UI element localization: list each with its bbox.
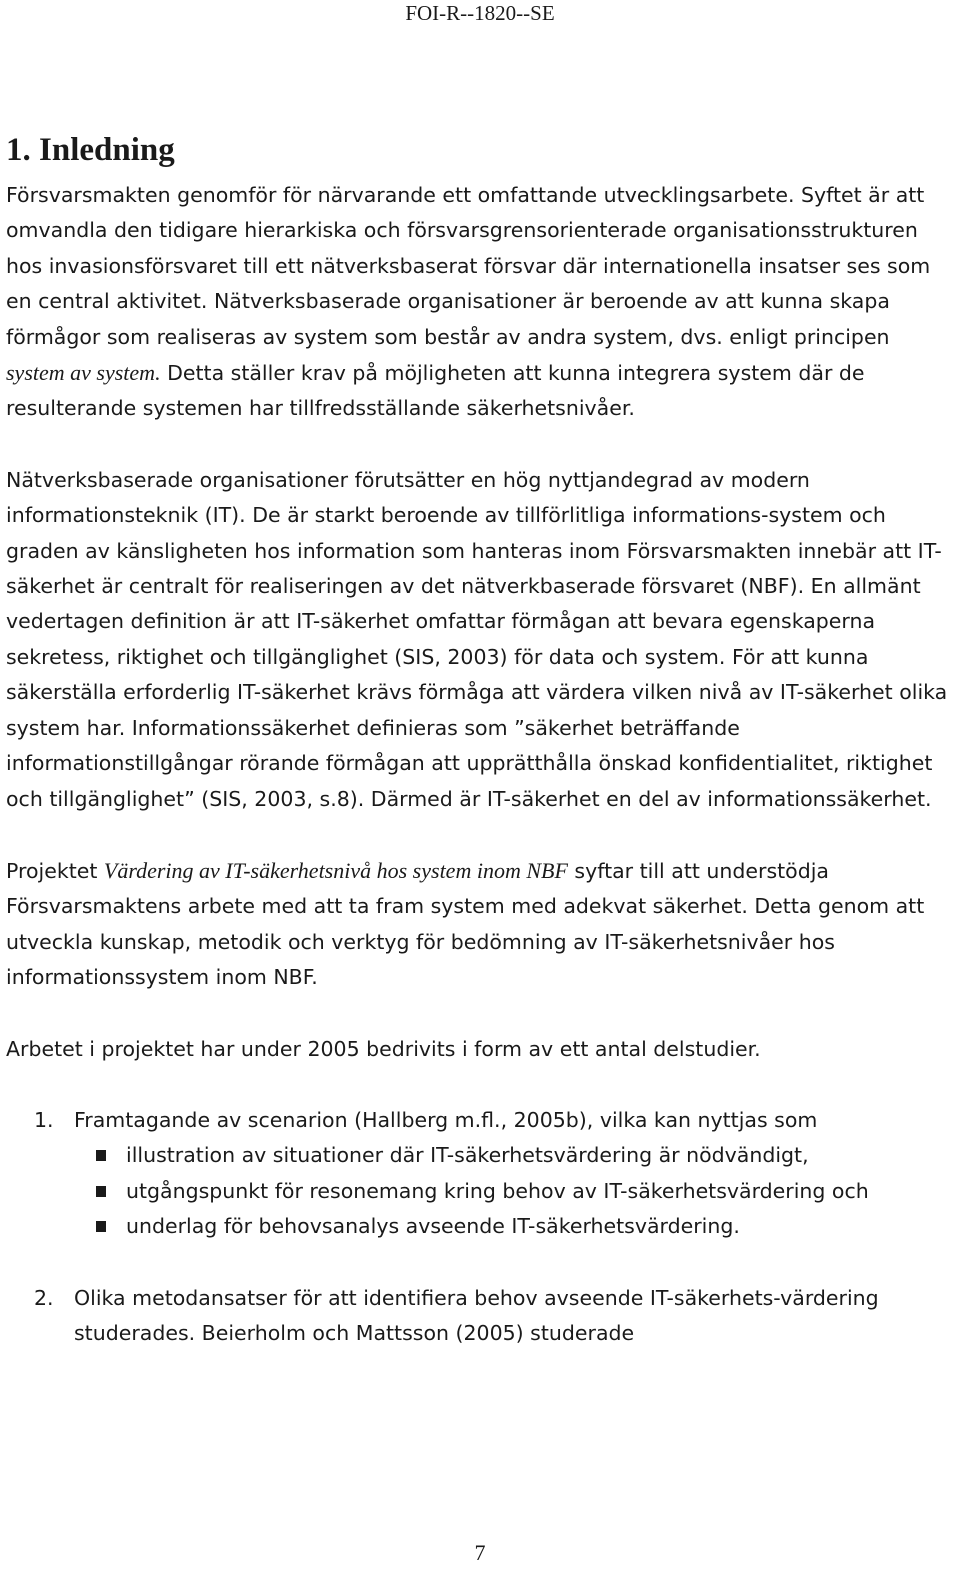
paragraph-intro bbox=[6, 178, 954, 427]
bullet-item bbox=[74, 1209, 954, 1244]
project-title-emphasis: Värdering av IT-säkerhetsnivå hos system inom NBF bbox=[103, 857, 568, 883]
substudy-number: 2. bbox=[34, 1285, 54, 1310]
square-bullet-icon bbox=[96, 1186, 106, 1197]
bullet-text: utgångspunkt för resonemang kring behov av IT-säkerhetsvärdering och bbox=[126, 1178, 869, 1203]
substudy-bullets bbox=[74, 1138, 954, 1244]
paragraph-project bbox=[6, 853, 954, 996]
section-title: 1. Inledning bbox=[6, 132, 175, 168]
report-id-header: FOI-R--1820--SE bbox=[405, 1, 555, 25]
paragraph-intro-text-b: Detta ställer krav på möjligheten att kunna integrera system där de resulterande systemen har tillfredsställande säkerhetsnivåer. bbox=[6, 361, 865, 421]
substudy-text: Framtagande av scenarion (Hallberg m.fl., 2005b), vilka kan nyttjas som bbox=[74, 1107, 818, 1132]
substudy-number: 1. bbox=[34, 1107, 54, 1132]
bullet-text: underlag för behovsanalys avseende IT-säkerhetsvärdering. bbox=[126, 1214, 740, 1239]
paragraph-project-text-a: Projektet bbox=[6, 858, 104, 883]
bullet-item bbox=[74, 1138, 954, 1173]
paragraph-intro-text-a: Försvarsmakten genomför för närvarande ett omfattande utvecklingsarbete. Syftet är att omvandla den tidigare hierarkiska och försvarsgrensorienterade organisationsstrukturen hos invasionsförsvaret till ett nätverksbaserat försvar där internationella insatser ses som en central aktivitet. Nätverksbaserade organisationer är beroende av att kunna skapa förmågor som realiseras av system som består av andra system, dvs. enligt principen bbox=[6, 183, 931, 349]
substudies-list bbox=[6, 1103, 954, 1351]
square-bullet-icon bbox=[96, 1150, 106, 1161]
substudy-item bbox=[6, 1281, 954, 1352]
bullet-text: illustration av situationer där IT-säkerhetsvärdering är nödvändigt, bbox=[126, 1143, 809, 1168]
substudy-item bbox=[6, 1103, 954, 1245]
paragraph-intro-emphasis: system av system. bbox=[6, 360, 161, 386]
paragraph-project-text-b: syftar till att understödja Försvarsmaktens arbete med att ta fram system med adekvat säkerhet. Detta genom att utveckla kunskap, metodik och verktyg för bedömning av IT-säkerhetsnivåer hos informationssystem inom NBF. bbox=[6, 858, 925, 990]
paragraph-work: Arbetet i projektet har under 2005 bedrivits i form av ett antal delstudier. bbox=[6, 1036, 761, 1061]
document-body bbox=[6, 128, 954, 1387]
square-bullet-icon bbox=[96, 1221, 106, 1232]
substudy-text: Olika metodansatser för att identifiera behov avseende IT-säkerhets-värdering studerades. Beierholm och Mattsson (2005) studerade bbox=[74, 1285, 879, 1345]
bullet-item bbox=[74, 1174, 954, 1209]
page-number: 7 bbox=[474, 1540, 486, 1565]
paragraph-it-security: Nätverksbaserade organisationer förutsätter en hög nyttjandegrad av modern informationsteknik (IT). De är starkt beroende av tillförlitliga informations-system och graden av känsligheten hos information som hanteras inom Försvarsmakten innebär att IT-säkerhet är centralt för realiseringen av det nätverkbaserade försvaret (NBF). En allmänt vedertagen definition är att IT-säkerhet omfattar förmågan att bevara egenskaperna sekretess, riktighet och tillgänglighet (SIS, 2003) för data och system. För att kunna säkerställa erforderlig IT-säkerhet krävs förmåga att värdera vilken nivå av IT-säkerhet olika system har. Informationssäkerhet definieras som ”säkerhet beträffande informationstillgångar rörande förmågan att upprätthålla önskad konfidentialitet, riktighet och tillgänglighet” (SIS, 2003, s.8). Därmed är IT-säkerhet en del av informationssäkerhet. bbox=[6, 467, 948, 811]
